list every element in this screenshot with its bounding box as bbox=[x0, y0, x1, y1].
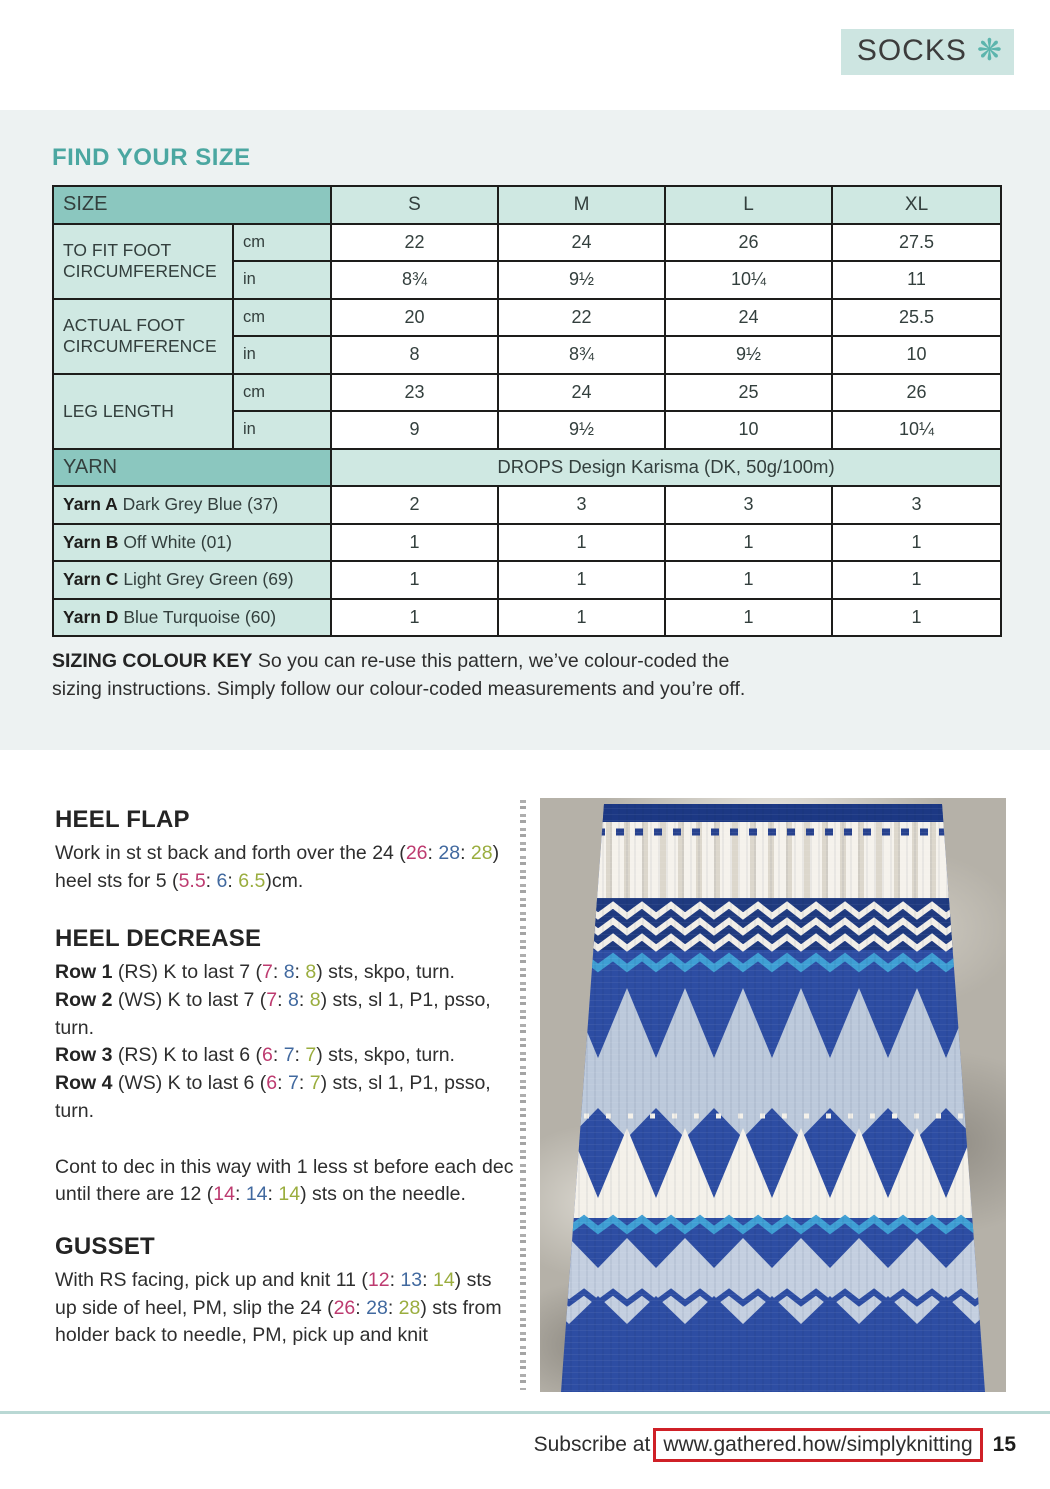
value-cell: 9½ bbox=[498, 411, 665, 449]
value-cell: 8¾ bbox=[498, 336, 665, 374]
heel-decrease-row-1: Row 1 (RS) K to last 7 (7: 8: 8) sts, skpo, turn. bbox=[55, 961, 455, 984]
value-cell: 8 bbox=[331, 336, 498, 374]
value-cell: 23 bbox=[331, 374, 498, 412]
subscribe-text: Subscribe at bbox=[533, 1433, 651, 1456]
page-number: 15 bbox=[992, 1433, 1016, 1456]
knitted-sock-illustration bbox=[540, 798, 1006, 1392]
value-cell: 25.5 bbox=[832, 299, 1001, 337]
value-cell: 22 bbox=[498, 299, 665, 337]
heel-decrease-heading: HEEL DECREASE bbox=[55, 925, 262, 953]
value-cell: 10 bbox=[665, 411, 832, 449]
table-row-yarn-a bbox=[53, 486, 1001, 524]
subscribe-url[interactable]: www.gathered.how/simplyknitting bbox=[653, 1428, 982, 1462]
heel-decrease-row-4: Row 4 (WS) K to last 6 (6: 7: 7) sts, sl 1, P1, psso, turn. bbox=[55, 1072, 491, 1122]
value-cell: 1 bbox=[498, 599, 665, 637]
yarn-c-name: Yarn C bbox=[63, 569, 119, 590]
gusset-body: With RS facing, pick up and knit 11 (12: 13: 14) sts up side of heel, PM, slip the 24 (26: 28: 28) sts from holder back to needle, PM, pick up and knit bbox=[55, 1268, 502, 1347]
yarn-b-name: Yarn B bbox=[63, 531, 119, 552]
value-cell: 25 bbox=[665, 374, 832, 412]
yarn-a-name: Yarn A bbox=[63, 494, 118, 515]
heel-decrease-row-2: Row 2 (WS) K to last 7 (7: 8: 8) sts, sl 1, P1, psso, turn. bbox=[55, 989, 491, 1039]
value-cell: 1 bbox=[498, 561, 665, 599]
value-cell: 24 bbox=[665, 299, 832, 337]
value-cell: 1 bbox=[832, 524, 1001, 562]
yarn-b-label bbox=[53, 524, 331, 562]
value-cell: 1 bbox=[665, 561, 832, 599]
footer bbox=[534, 1428, 1016, 1462]
yarn-c-label bbox=[53, 561, 331, 599]
yarn-header-cell: YARN bbox=[53, 449, 331, 487]
gusset-heading: GUSSET bbox=[55, 1232, 155, 1260]
value-cell: 9 bbox=[331, 411, 498, 449]
value-cell: 9½ bbox=[498, 261, 665, 299]
sock-photo bbox=[540, 798, 1006, 1392]
value-cell: 11 bbox=[832, 261, 1001, 299]
value-cell: 1 bbox=[832, 561, 1001, 599]
value-cell: 9½ bbox=[665, 336, 832, 374]
value-cell: 26 bbox=[832, 374, 1001, 412]
footer-divider bbox=[0, 1411, 1050, 1414]
row-label-leg: LEG LENGTH bbox=[53, 374, 233, 449]
value-cell: 27.5 bbox=[832, 224, 1001, 262]
yarn-c-desc: Light Grey Green (69) bbox=[118, 569, 294, 590]
unit-in: in bbox=[233, 336, 331, 374]
unit-cm: cm bbox=[233, 299, 331, 337]
value-cell: 1 bbox=[331, 599, 498, 637]
value-cell: 1 bbox=[498, 524, 665, 562]
value-cell: 1 bbox=[331, 524, 498, 562]
table-row-yarn-header bbox=[53, 449, 1001, 487]
col-header-l: L bbox=[665, 186, 832, 224]
section-tab-label: SOCKS bbox=[856, 34, 967, 67]
yarn-b-desc: Off White (01) bbox=[118, 531, 232, 552]
col-header-xl: XL bbox=[832, 186, 1001, 224]
row-label-actual: ACTUAL FOOT CIRCUMFERENCE bbox=[53, 299, 233, 374]
yarn-brand-cell: DROPS Design Karisma (DK, 50g/100m) bbox=[331, 449, 1001, 487]
section-tab-socks bbox=[841, 29, 1014, 75]
heel-decrease-cont: Cont to dec in this way with 1 less st before each dec until there are 12 (14: 14: 14) sts on the needle. bbox=[55, 1155, 514, 1206]
pattern-instructions bbox=[55, 806, 517, 1350]
value-cell: 10¼ bbox=[832, 411, 1001, 449]
col-header-m: M bbox=[498, 186, 665, 224]
yarn-a-label bbox=[53, 486, 331, 524]
value-cell: 1 bbox=[665, 599, 832, 637]
unit-cm: cm bbox=[233, 224, 331, 262]
value-cell: 24 bbox=[498, 224, 665, 262]
table-row-yarn-d bbox=[53, 599, 1001, 637]
heel-decrease-row-3: Row 3 (RS) K to last 6 (6: 7: 7) sts, skpo, turn. bbox=[55, 1044, 455, 1067]
table-row-yarn-c bbox=[53, 561, 1001, 599]
value-cell: 10 bbox=[832, 336, 1001, 374]
flower-icon: ❋ bbox=[976, 34, 1002, 67]
value-cell: 8¾ bbox=[331, 261, 498, 299]
unit-cm: cm bbox=[233, 374, 331, 412]
value-cell: 24 bbox=[498, 374, 665, 412]
size-table bbox=[52, 185, 1002, 637]
value-cell: 1 bbox=[331, 561, 498, 599]
heel-flap-heading: HEEL FLAP bbox=[55, 806, 190, 833]
value-cell: 3 bbox=[498, 486, 665, 524]
yarn-d-label bbox=[53, 599, 331, 637]
table-row-tofit-cm bbox=[53, 224, 1001, 262]
value-cell: 20 bbox=[331, 299, 498, 337]
row-label-to-fit: TO FIT FOOT CIRCUMFERENCE bbox=[53, 224, 233, 299]
size-header-cell: SIZE bbox=[53, 186, 331, 224]
yarn-d-name: Yarn D bbox=[63, 606, 119, 627]
value-cell: 3 bbox=[832, 486, 1001, 524]
value-cell: 22 bbox=[331, 224, 498, 262]
value-cell: 3 bbox=[665, 486, 832, 524]
table-row-yarn-b bbox=[53, 524, 1001, 562]
yarn-a-desc: Dark Grey Blue (37) bbox=[117, 494, 279, 515]
value-cell: 2 bbox=[331, 486, 498, 524]
sizing-colour-key: SIZING COLOUR KEY So you can re-use this pattern, we’ve colour-coded the sizing instructions. Simply follow our colour-coded measurements and you’re off. bbox=[52, 650, 746, 700]
value-cell: 1 bbox=[832, 599, 1001, 637]
value-cell: 10¼ bbox=[665, 261, 832, 299]
photo-credit-strip bbox=[520, 800, 526, 1390]
heel-flap-body: Work in st st back and forth over the 24 (26: 28: 28) heel sts for 5 (5.5: 6: 6.5)cm. bbox=[55, 842, 500, 892]
yarn-d-desc: Blue Turquoise (60) bbox=[118, 606, 277, 627]
value-cell: 1 bbox=[665, 524, 832, 562]
value-cell: 26 bbox=[665, 224, 832, 262]
unit-in: in bbox=[233, 261, 331, 299]
table-row-size-header bbox=[53, 186, 1001, 224]
find-your-size-title: FIND YOUR SIZE bbox=[52, 144, 251, 171]
unit-in: in bbox=[233, 411, 331, 449]
table-row-actual-cm bbox=[53, 299, 1001, 337]
table-row-leg-cm bbox=[53, 374, 1001, 412]
col-header-s: S bbox=[331, 186, 498, 224]
